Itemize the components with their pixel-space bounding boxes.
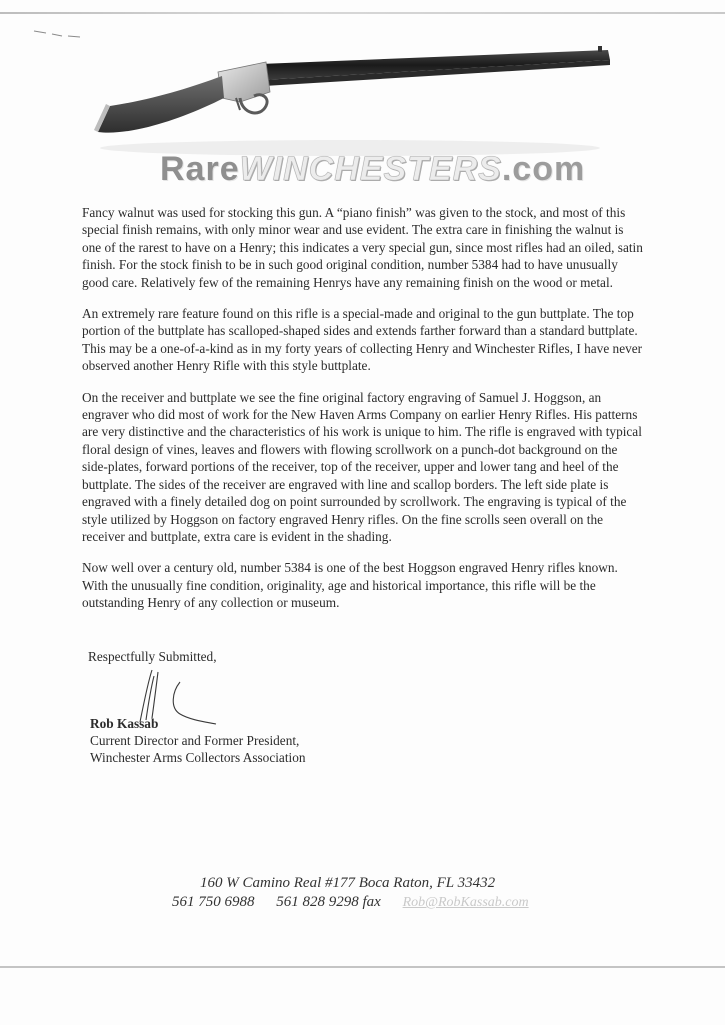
signer-title-line2: Winchester Arms Collectors Association xyxy=(90,750,306,765)
closing: Respectfully Submitted, xyxy=(88,649,217,664)
footer-phone: 561 750 6988 xyxy=(172,894,255,910)
stray-mark xyxy=(32,28,82,38)
logo-wordmark xyxy=(160,150,585,189)
logo-dotcom: .com xyxy=(501,150,586,188)
paragraph-buttplate: An extremely rare feature found on this rifle is a special-made and original to the gun buttplate. The top portion of the buttplate has scalloped-shaped sides and extends farther forward than a standard buttplate. This may be a one-of-a-kind as in my forty years of collecting Henry and Winchester Rifles, I have never observed another Henry Rifle with this style buttplate. xyxy=(82,306,643,374)
scan-edge-top xyxy=(0,12,725,14)
paragraph-stock-finish: Fancy walnut was used for stocking this gun. A “piano finish” was given to the stock, and most of this special finish remains, with only minor wear and use evident. The extra care in finishing the walnut is one of the rarest to have on a Henry; this indicates a very special gun, since most rifles had an oiled, satin finish. For the stock finish to be in such good original condition, number 5384 had to have unusually good care. Relatively few of the remaining Henrys have any remaining finish on the wood or metal. xyxy=(82,205,643,290)
signature-block xyxy=(90,715,306,766)
footer-fax: 561 828 9298 fax xyxy=(276,894,381,910)
footer-email-link[interactable]: Rob@RobKassab.com xyxy=(402,895,529,910)
scan-edge-bottom xyxy=(0,966,725,968)
footer-contact xyxy=(172,894,547,911)
footer-address: 160 W Camino Real #177 Boca Raton, FL 33432 xyxy=(200,875,496,891)
paragraph-conclusion: Now well over a century old, number 5384 is one of the best Hoggson engraved Henry rifles known. With the unusually fine condition, originality, age and historical importance, this rifle will be the outstanding Henry of any collection or museum. xyxy=(82,560,618,611)
logo-rare: Rare xyxy=(160,150,240,188)
signer-title-line1: Current Director and Former President, xyxy=(90,733,300,748)
signer-name: Rob Kassab xyxy=(90,716,159,731)
letter-body xyxy=(82,204,644,626)
logo-winchesters: WINCHESTERS xyxy=(239,150,502,188)
paragraph-engraving: On the receiver and buttplate we see the fine original factory engraving of Samuel J. Hoggson, an engraver who did most of work for the New Haven Arms Company on earlier Henry Rifles. His patterns are very distinctive and the characteristics of his work is unique to him. The rifle is engraved with typical floral design of vines, leaves and flowers with flowing scrollwork on a punch-dot background on the side-plates, forward portions of the receiver, top of the receiver, upper and lower tang and heel of the buttplate. The sides of the receiver are engraved with line and scallop borders. The left side plate is engraved with a finely detailed dog on point surrounded by scrollwork. The engraving is typical of the style utilized by Hoggson on factory engraved Henry rifles. On the fine scrolls seen overall on the receiver and buttplate, extra care is evident in the shading. xyxy=(82,389,642,544)
rifle-icon xyxy=(90,40,620,160)
letterhead-logo xyxy=(90,40,620,188)
